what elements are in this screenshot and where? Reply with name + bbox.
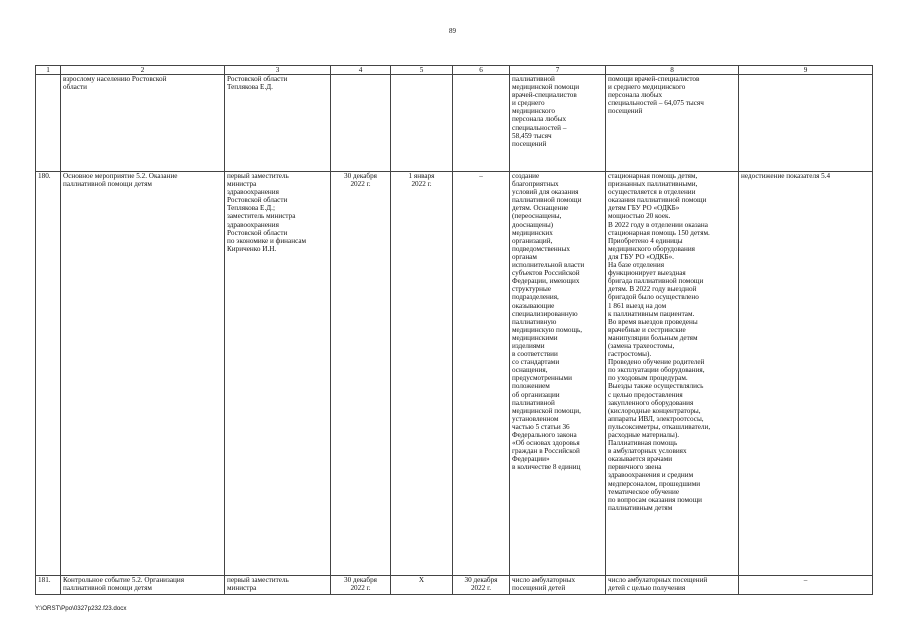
table-row [36,172,873,576]
actual-start-date [391,75,453,172]
table-row [36,75,873,172]
header-cell: 4 [331,66,391,75]
header-cell: 6 [453,66,510,75]
responsible: первый заместитель министра [225,576,331,595]
actual-end-date: 30 декабря 2022 г. [453,576,510,595]
planned-end-date: 30 декабря 2022 г. [331,172,391,576]
header-row [36,66,873,75]
header-cell: 2 [61,66,225,75]
planned-result: число амбулаторных посещений детей [510,576,606,595]
planned-result: создание благоприятных условий для оказания паллиативной помощи детям. Оснащение (переоснащены, дооснащены) медицинских организаций, подведомственных органам исполнительной власти субъектов Российской Федерации, имеющих структурные подразделения, оказывающие специализированную паллиативную медицинскую помощь, медицинскими изделиями в соответствии со стандартами оснащения, предусмотренными положением об организации паллиативной медицинской помощи, установленном частью 5 статьи 36 Федерального закона «Об основах здоровья граждан в Российской Федерации» в количестве 8 единиц [510,172,606,576]
failure-reason [739,75,873,172]
measure-name: Основное мероприятие 5.2. Оказание паллиативной помощи детям [61,172,225,576]
responsible: Ростовской области Теплякова Е.Д. [225,75,331,172]
measure-name: Контрольное событие 5.2. Организация паллиативной помощи детям [61,576,225,595]
measure-name: взрослому населению Ростовской области [61,75,225,172]
row-number: 180. [36,172,61,576]
actual-result: помощи врачей-специалистов и среднего медицинского персонала любых специальностей – 64,075 тысяч посещений [606,75,739,172]
planned-end-date [331,75,391,172]
row-number: 181. [36,576,61,595]
actual-end-date [453,75,510,172]
planned-end-date: 30 декабря 2022 г. [331,576,391,595]
header-cell: 5 [391,66,453,75]
actual-result: стационарная помощь детям, признанных паллиативными, осуществляется в отделении оказания паллиативной помощи детям ГБУ РО «ОДКБ» мощностью 20 коек. В 2022 году в отделении оказана стационарная помощь 150 детям. Приобретено 4 единицы медицинского оборудования для ГБУ РО «ОДКБ». На базе отделения функционирует выездная бригада паллиативной помощи детям. В 2022 году выездной бригадой было осуществлено 1 861 выезд на дом к паллиативным пациентам. Во время выездов проведены врачебные и сестринские манипуляции больным детям (замена трахеостомы, гастростомы). Проведено обучение родителей по эксплуатации оборудования, по уходовым процедурам. Выезды также осуществлялись с целью предоставления закупленного оборудования (кислородные концентраторы, аппараты ИВЛ, электроотсосы, пульсоксиметры, откашливатели, расходные материалы). Паллиативная помощь в амбулаторных условиях оказывается врачами первичного звена здравоохранения и средним медперсоналом, прошедшими тематическое обучение по вопросам оказания помощи паллиативным детям [606,172,739,576]
row-number [36,75,61,172]
file-path-footer: Y:\ORST\Ppo\0327p232.f23.docx [35,605,127,612]
header-cell: 8 [606,66,739,75]
actual-result: число амбулаторных посещений детей с целью получения [606,576,739,595]
actual-start-date: 1 января 2022 г. [391,172,453,576]
table-row [36,576,873,595]
header-cell: 3 [225,66,331,75]
measures-table [35,65,873,595]
header-cell: 7 [510,66,606,75]
failure-reason: – [739,576,873,595]
failure-reason: недостижение показателя 5.4 [739,172,873,576]
actual-start-date: Х [391,576,453,595]
actual-end-date: – [453,172,510,576]
header-cell: 9 [739,66,873,75]
page-number: 89 [449,27,456,35]
responsible: первый заместитель министра здравоохранения Ростовской области Теплякова Е.Д.; заместитель министра здравоохранения Ростовской области по экономике и финансам Кириченко И.Н. [225,172,331,576]
header-cell: 1 [36,66,61,75]
planned-result: паллиативной медицинской помощи врачей-специалистов и среднего медицинского персонала любых специальностей – 58,459 тысяч посещений [510,75,606,172]
